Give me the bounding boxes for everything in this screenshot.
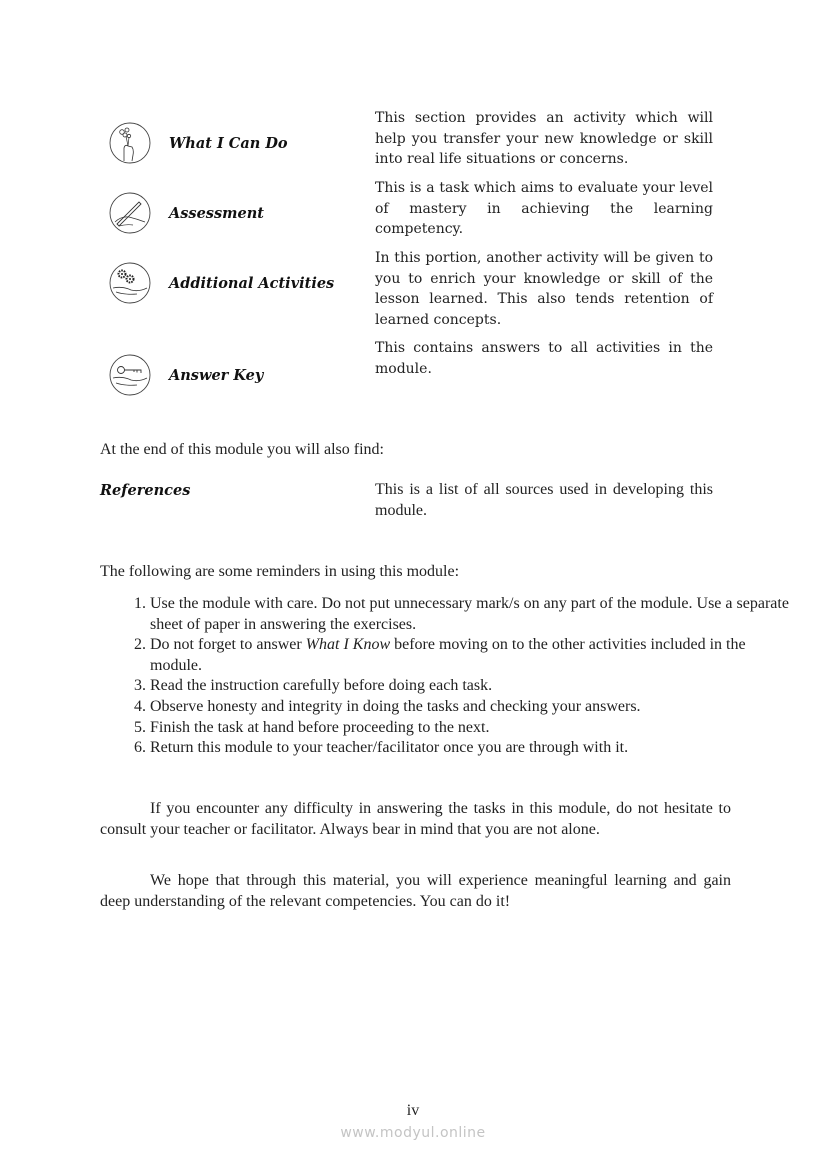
section-description: This section provides an activity which will help you transfer your new knowledge or skill into real life situations or concerns. bbox=[375, 110, 713, 167]
references-description: This is a list of all sources used in developing this module. bbox=[375, 481, 713, 519]
hand-gears-icon bbox=[109, 262, 151, 304]
section-label: Answer Key bbox=[169, 367, 264, 384]
end-of-module-intro: At the end of this module you will also find: bbox=[100, 441, 384, 458]
watermark: www.modyul.online bbox=[340, 1125, 486, 1141]
section-label: Additional Activities bbox=[169, 275, 335, 292]
reminder-item: 3. Read the instruction carefully before doing each task. bbox=[150, 676, 790, 697]
closing-paragraph: We hope that through this material, you will experience meaningful learning and gain deep understanding of the relevant competencies. You can do it! bbox=[100, 872, 731, 910]
reminders-list bbox=[100, 594, 790, 759]
references-label: References bbox=[100, 482, 191, 499]
what-i-know-emphasis: What I Know bbox=[305, 636, 391, 654]
section-description: This is a task which aims to evaluate your level of mastery in achieving the learning competency. bbox=[375, 180, 713, 237]
page-number: iv bbox=[406, 1102, 420, 1119]
reminders-intro: The following are some reminders in using this module: bbox=[100, 563, 460, 580]
reminder-item: 4. Observe honesty and integrity in doing the tasks and checking your answers. bbox=[150, 697, 790, 718]
section-description: This contains answers to all activities in the module. bbox=[375, 340, 713, 377]
closing-paragraph: If you encounter any difficulty in answering the tasks in this module, do not hesitate to consult your teacher or facilitator. Always bear in mind that you are not alone. bbox=[100, 800, 731, 838]
reminder-item: 2. Do not forget to answer What I Know before moving on to the other activities included in the module. bbox=[150, 635, 790, 676]
reminder-item: 5. Finish the task at hand before proceeding to the next. bbox=[150, 718, 790, 739]
hand-pen-icon bbox=[109, 192, 151, 234]
reminder-item: 1. Use the module with care. Do not put unnecessary mark/s on any part of the module. Use a separate sheet of paper in answering the exercises. bbox=[150, 594, 790, 635]
hand-flowers-icon bbox=[109, 122, 151, 164]
reminder-item: 6. Return this module to your teacher/facilitator once you are through with it. bbox=[150, 738, 790, 759]
section-label: Assessment bbox=[169, 205, 264, 222]
section-description: In this portion, another activity will be given to you to enrich your knowledge or skill of the lesson learned. This also tends retention of learned concepts. bbox=[375, 250, 713, 328]
section-label: What I Can Do bbox=[169, 135, 288, 152]
hand-key-icon bbox=[109, 354, 151, 396]
